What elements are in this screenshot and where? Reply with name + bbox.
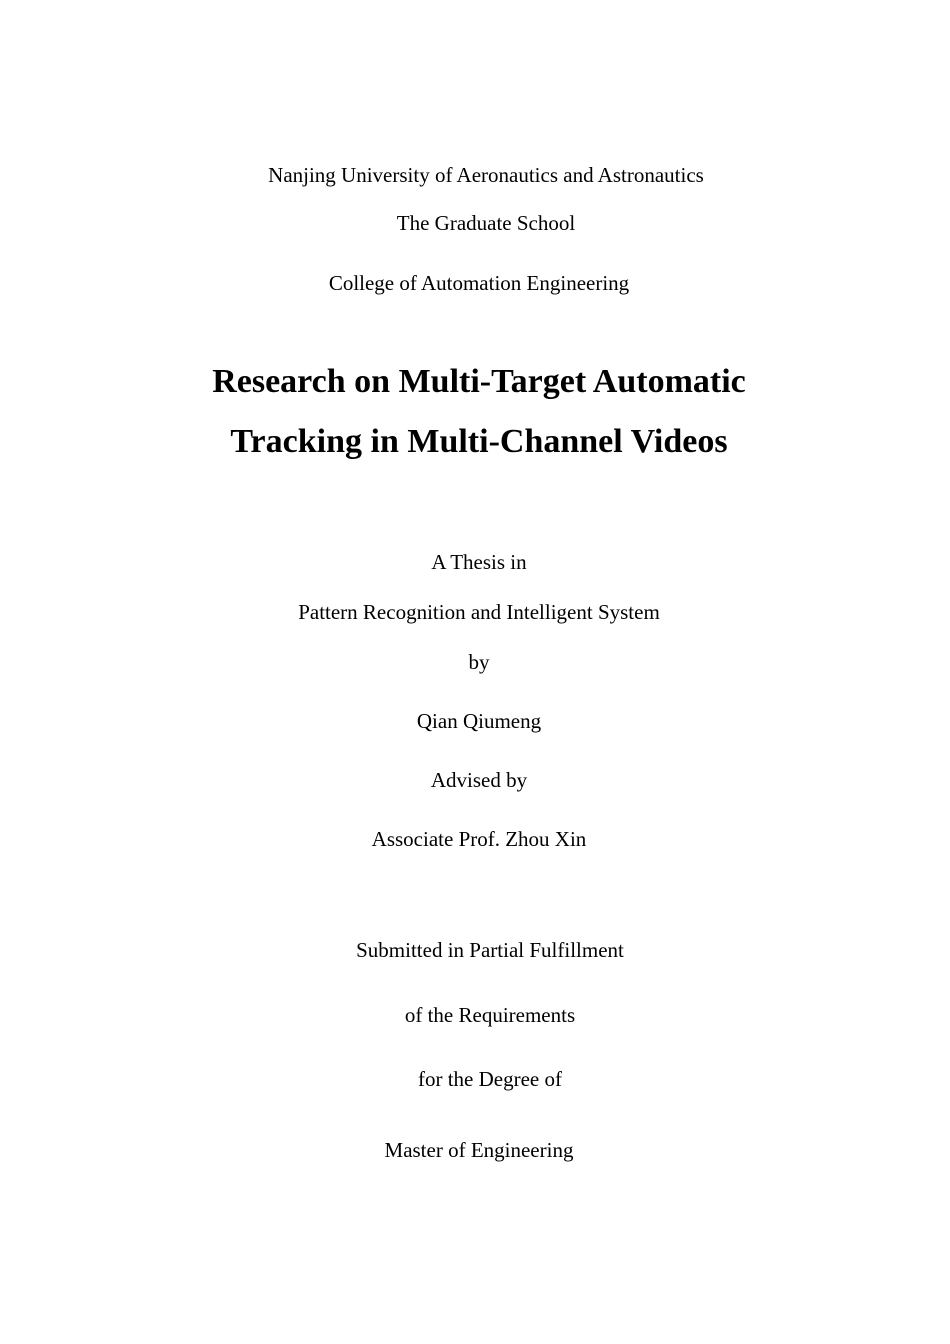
by-label: by [468,650,490,674]
author-name: Qian Qiumeng [416,709,542,733]
degree-name: Master of Engineering [384,1138,574,1162]
graduate-school: The Graduate School [396,211,576,235]
advisor-name: Associate Prof. Zhou Xin [371,827,587,851]
college-name: College of Automation Engineering [328,271,630,295]
submission-line-1: Submitted in Partial Fulfillment [356,938,624,962]
discipline: Pattern Recognition and Intelligent System [298,600,660,624]
thesis-intro: A Thesis in [431,550,527,574]
thesis-title-line-1: Research on Multi-Target Automatic [212,363,746,400]
thesis-title-line-2: Tracking in Multi-Channel Videos [230,423,728,460]
advised-by-label: Advised by [430,768,528,792]
submission-line-3: for the Degree of [417,1067,562,1091]
submission-line-2: of the Requirements [404,1003,576,1027]
university-name: Nanjing University of Aeronautics and Astronautics [268,163,704,187]
